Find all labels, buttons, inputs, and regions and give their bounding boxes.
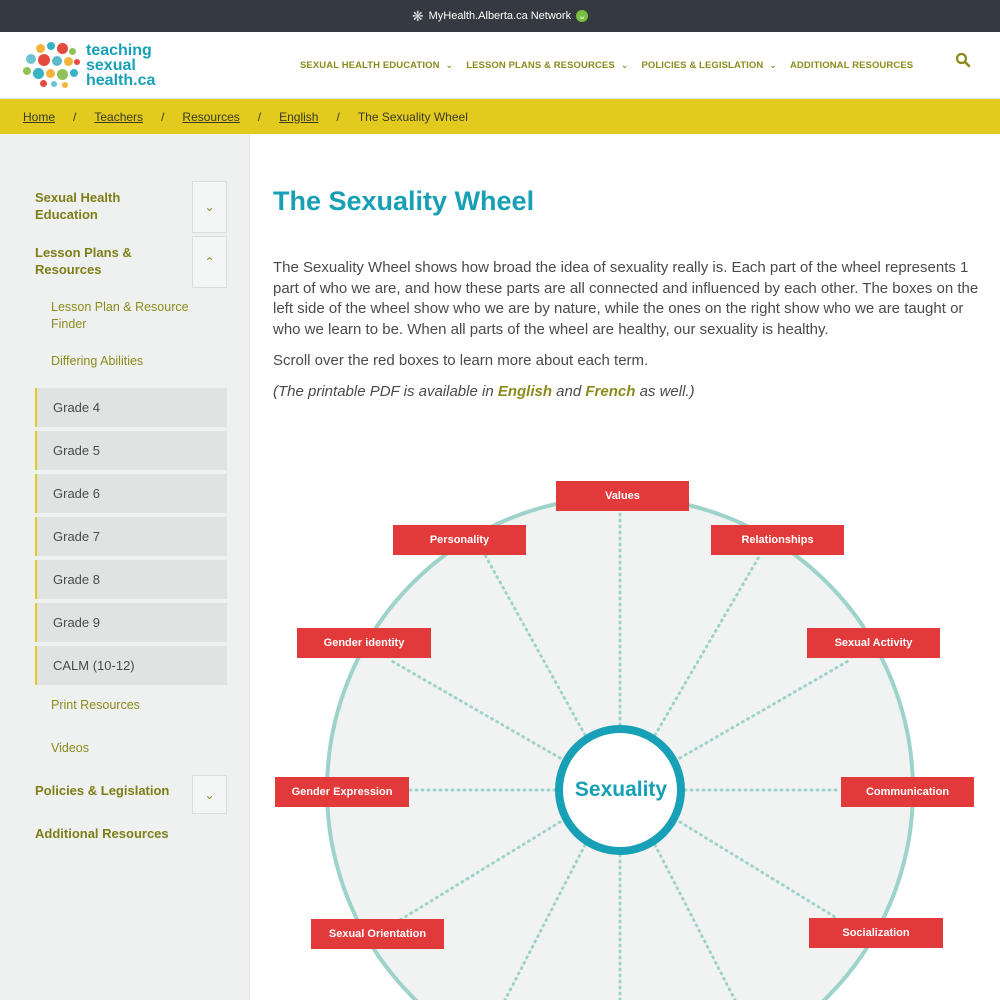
wheel-box-values[interactable]: Values (556, 481, 689, 511)
sidebar-item-print-resources[interactable]: Print Resources (51, 698, 140, 712)
wheel-box-communication[interactable]: Communication (841, 777, 974, 807)
nav-label: SEXUAL HEALTH EDUCATION (300, 59, 440, 71)
sidebar-item-lesson-plans[interactable]: Lesson Plans & Resources (35, 245, 132, 277)
site-logo[interactable] (22, 42, 162, 92)
network-asterisk-icon: ❋ (411, 8, 424, 24)
breadcrumb-current: The Sexuality Wheel (357, 109, 468, 124)
wheel-box-relationships[interactable]: Relationships (711, 525, 844, 555)
breadcrumb-separator: / (257, 109, 262, 124)
wheel-box-socialization[interactable]: Socialization (809, 918, 943, 948)
pdf-and: and (552, 383, 586, 400)
pdf-french-link[interactable]: French (585, 383, 636, 400)
wheel-box-gender-identity[interactable]: Gender identity (297, 628, 431, 658)
logo-text (86, 42, 155, 92)
sidebar-item-grade-9[interactable]: Grade 9 (35, 603, 227, 642)
pdf-prefix: (The printable PDF is available in (273, 383, 498, 400)
sidebar-item-differing-abilities[interactable]: Differing Abilities (51, 354, 144, 368)
logo-line1: teaching (86, 42, 152, 59)
pdf-note (273, 382, 981, 403)
nav-additional-resources[interactable] (790, 60, 913, 71)
nav-label: ADDITIONAL RESOURCES (789, 59, 914, 71)
breadcrumb (0, 99, 1000, 134)
sidebar-item-grade-8[interactable]: Grade 8 (35, 560, 227, 599)
sidebar-item-policies[interactable]: Policies & Legislation (35, 783, 170, 798)
logo-line2: sexual (86, 57, 136, 74)
sidebar-toggle-policies[interactable] (192, 775, 227, 814)
wheel-box-personality[interactable]: Personality (393, 525, 526, 555)
page-title: The Sexuality Wheel (273, 186, 535, 216)
chevron-down-icon: ⌄ (204, 200, 215, 214)
breadcrumb-separator: / (73, 109, 77, 124)
site-header (0, 32, 1000, 99)
chevron-down-icon: ⌄ (445, 59, 454, 70)
intro-paragraph: The Sexuality Wheel shows how broad the idea of sexuality really is. Each part of the wheel represents 1 part of who we are, and how these parts are all connected and influenced by each other. The boxes on the left side of the wheel show who we are by nature, while the ones on the right show who we are taught or who we learn to be. When all parts of the wheel are healthy, our sexuality is healthy. (273, 259, 979, 338)
nav-label: POLICIES & LEGISLATION (641, 59, 764, 71)
sidebar-item-grade-7[interactable]: Grade 7 (35, 517, 227, 556)
nav-lesson-plans-resources[interactable] (466, 60, 628, 71)
chevron-down-icon: ⌄ (769, 59, 777, 70)
logo-bubbles-icon (22, 42, 80, 90)
logo-line3: health.ca (86, 72, 156, 89)
breadcrumb-separator: / (161, 109, 165, 124)
pdf-english-link[interactable]: English (497, 383, 553, 400)
scroll-hint: Scroll over the red boxes to learn more about each term. (273, 352, 649, 369)
breadcrumb-separator: / (336, 109, 340, 124)
sidebar-item-calm[interactable]: CALM (10-12) (35, 646, 227, 685)
sidebar-item-additional-resources[interactable]: Additional Resources (35, 826, 169, 841)
sidebar (0, 134, 250, 1000)
search-button[interactable] (955, 52, 975, 72)
sidebar-item-sexual-health-education[interactable]: Sexual Health Education (35, 190, 121, 222)
sidebar-toggle-sexual-health-education[interactable] (192, 181, 227, 233)
sidebar-item-grade-5[interactable]: Grade 5 (35, 431, 227, 470)
breadcrumb-english[interactable]: English (279, 109, 319, 124)
pdf-suffix: as well.) (635, 383, 695, 400)
search-icon (955, 52, 971, 68)
wheel-box-sexual-orientation[interactable]: Sexual Orientation (311, 919, 444, 949)
sidebar-item-lesson-plan-finder[interactable]: Lesson Plan & Resource Finder (51, 300, 189, 331)
chevron-down-circle-icon[interactable]: ⌄ (576, 10, 588, 22)
chevron-down-icon: ⌄ (620, 59, 629, 70)
sidebar-item-grade-6[interactable]: Grade 6 (35, 474, 227, 513)
wheel-box-gender-expression[interactable]: Gender Expression (275, 777, 409, 807)
sidebar-item-videos[interactable]: Videos (51, 741, 89, 755)
wheel-box-sexual-activity[interactable]: Sexual Activity (807, 628, 940, 658)
sidebar-toggle-lesson-plans[interactable] (192, 236, 227, 288)
breadcrumb-home[interactable]: Home (23, 109, 56, 124)
nav-label: LESSON PLANS & RESOURCES (466, 59, 615, 71)
sidebar-item-grade-4[interactable]: Grade 4 (35, 388, 227, 427)
chevron-down-icon: ⌄ (204, 787, 215, 802)
breadcrumb-teachers[interactable]: Teachers (94, 109, 144, 124)
wheel-center-label: Sexuality (574, 778, 668, 801)
breadcrumb-resources[interactable]: Resources (182, 109, 240, 124)
nav-sexual-health-education[interactable] (300, 60, 453, 71)
chevron-up-icon: ⌃ (204, 255, 215, 269)
network-label[interactable]: MyHealth.Alberta.ca Network (428, 10, 572, 22)
network-bar (0, 0, 1000, 32)
main-nav (300, 32, 926, 98)
nav-policies-legislation[interactable] (641, 60, 777, 71)
